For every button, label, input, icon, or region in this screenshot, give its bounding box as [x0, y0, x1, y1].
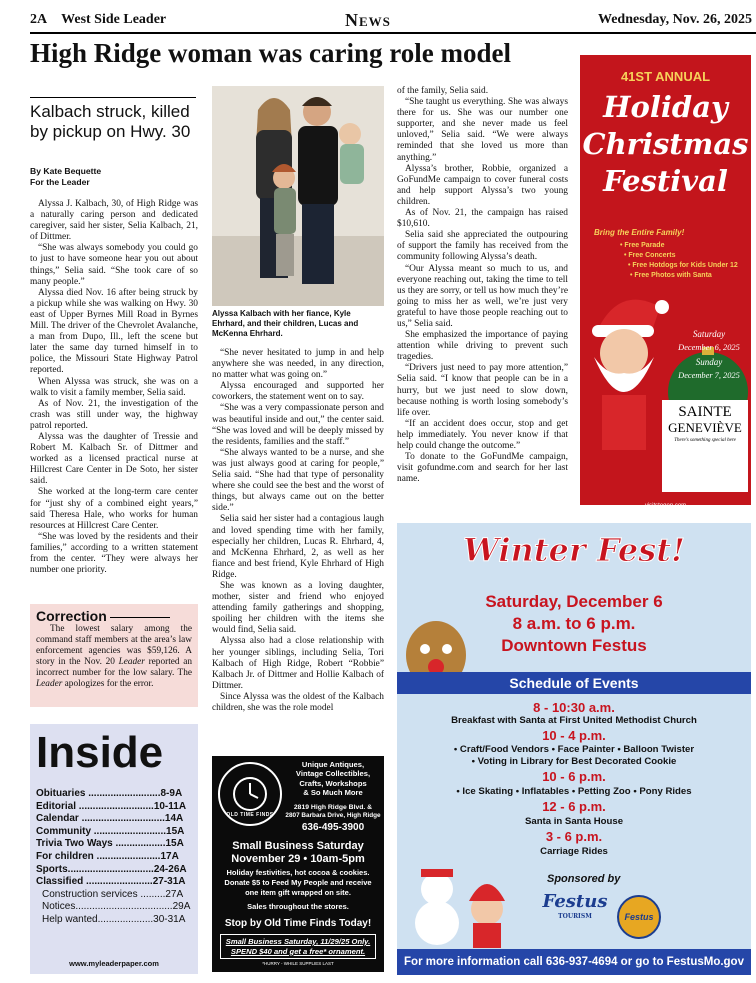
headline: High Ridge woman was caring role model [30, 38, 511, 68]
correction-title: Correction [36, 608, 192, 624]
photo-caption: Alyssa Kalbach with her fiance, Kyle Ehrhard, and their children, Lucas and McKenna Ehrhard. [212, 309, 359, 338]
paragraph: Alyssa also had a close relationship with her younger siblings, including Selia, Tori Kalbach of High Ridge, Robert “Robbie” Kalbach Jr. of Dittmer and Hollie Kalbach of Dittmer. [212, 636, 384, 691]
paragraph: “If an accident does occur, stop and get help immediately. You never know if that help could change the outcome.” [397, 418, 568, 451]
inside-item: Help wanted....................30-31A [42, 913, 186, 925]
inside-item: Editorial ...........................10-11A [36, 800, 187, 812]
article-column-3 [397, 86, 568, 485]
inside-item: Classified ........................27-31A [36, 876, 186, 888]
paragraph: Alyssa’s brother, Robbie, organized a GoFundMe campaign to cover funeral costs and help support Alyssa’s two young children. [397, 163, 568, 207]
paragraph: Selia said her sister had a contagious laugh and loved spending time with her family, especially her children, Lucas R. Ehrhard, 4, and McKenna Ehrhard, 2, as well as her fiance and best friend, Kyle Ehrhard of High Ridge. [212, 514, 384, 580]
paragraph: “Drivers just need to pay more attention,” Selia said. “I know that people can be in a hurry, but we just need to slow down, because nothing is worth losing somebody’s life over. [397, 363, 568, 418]
paragraph: As of Nov. 21, the campaign has raised $10,610. [397, 208, 568, 230]
paragraph: She emphasized the importance of paying attention while driving to prevent such tragedies. [397, 330, 568, 363]
winterfest-place: Downtown Festus [501, 636, 647, 655]
snowman-santa-illustration [407, 853, 517, 948]
section-name: News [345, 10, 391, 30]
festus-tourism-logo: Festus TOURISM [542, 891, 608, 920]
paragraph: “She was loved by the residents and their families,” according to a written statement from the center. “They were always her number one priority. [30, 531, 198, 576]
sponsored-by: Sponsored by [547, 873, 621, 885]
byline-affiliation: For the Leader [30, 177, 90, 187]
schedule-list: 8 - 10:30 a.m. Breakfast with Santa at First United Methodist Church 10 - 4 p.m. • Craft/Food Vendors • Face Painter • Balloon Twister • Voting in Library for Best Decorated Cookie 10 - 6 p.m. • Ice Skating • Inflatables • Petting Zoo • Pony Rides 12 - 6 p.m. Santa in Santa House 3 - 6 p.m. Carriage Rides [451, 700, 697, 857]
inside-item: For children .......................17A [36, 850, 179, 862]
paragraph: “She never hesitated to jump in and help anywhere she was needed, in any direction, no matter what was going on.” [212, 348, 384, 381]
ad-holiday-festival: 41ST ANNUAL Holiday Christmas Festival Bring the Entire Family! • Free Parade • Free Concerts • Free Hotdogs for Kids Under 12 • Free Photos with Santa Saturday December 6, 2025 Sunday December 7, 2025 SAINTE GENEVIÈVE There’s something special here visitstegen.com [580, 55, 751, 505]
festival-title: Holiday Christmas Festival [582, 90, 749, 198]
paragraph: When Alyssa was struck, she was on a walk to visit a family member, Selia said. [30, 376, 198, 398]
shop-logo: OLD TIME FINDS [218, 762, 282, 826]
page-number: 2A West Side Leader [30, 12, 167, 27]
shop-phone: 636-495-3900 [301, 821, 365, 833]
paragraph: She worked at the long-term care center for “just shy of a combined eight years,” said Theresa Hale, who works for human resources at Hillcrest Care Center. [30, 487, 198, 531]
page-header [30, 8, 756, 34]
family-photo-illustration [212, 86, 384, 306]
inside-item: Community ..........................15A [36, 825, 185, 837]
inside-item: Construction services .........27A [42, 888, 184, 900]
paragraph: Since Alyssa was the oldest of the Kalbach children, she was the role model [212, 691, 384, 713]
article-photo [212, 86, 384, 306]
paragraph: of the family, Selia said. [397, 86, 489, 96]
paragraph: Selia said she appreciated the outpouring of support the family has received from the community following Alyssa’s death. [397, 230, 568, 263]
ad-old-time-finds: OLD TIME FINDS Unique Antiques, Vintage Collectibles, Crafts, Workshops & So Much More 2819 High Ridge Blvd. & 2807 Barbara Drive, High Ridge 636-495-3900 Small Business Saturday November 29 • 10am-5pm Holiday festivities, hot cocoa & cookies. Donate $5 to Feed My People and receive one item gift wrapped on site. Sales throughout the stores. Stop by Old Time Finds Today! Small Business Saturday, 11/29/25 Only. SPEND $40 and get a free* ornament. *HURRY - WHILE SUPPLIES LAST [212, 756, 384, 972]
inside-item: Calendar ..............................14A [36, 813, 184, 825]
paragraph: As of Nov. 21, the investigation of the crash was still under way, the highway patrol reported. [30, 398, 198, 431]
paragraph: “She was always somebody you could go to just to have someone hear you out about things,” Selia said. “She took care of so many people.” [30, 243, 198, 287]
subheadline: Kalbach struck, killed by pickup on Hwy. 30 [30, 97, 196, 142]
website-url: www.myleaderpaper.com [69, 959, 159, 968]
annual-label: 41ST ANNUAL [620, 69, 711, 84]
byline [30, 166, 196, 188]
inside-title: Inside [36, 728, 164, 777]
paragraph: She was known as a loving daughter, mother, sister and friend who enjoyed attending family gatherings and shopping, spoiling her children with the items she would find, Selia said. [212, 580, 384, 636]
clock-icon [230, 774, 270, 814]
inside-index [30, 724, 198, 974]
promo-box: Small Business Saturday, 11/29/25 Only. SPEND $40 and get a free* ornament. [220, 934, 376, 959]
paragraph: Alyssa was the daughter of Tressie and Robert M. Kalbach Sr. of Dittmer and worked as a licensed practical nurse at Hillcrest Care Center in De Soto, her sister said. [30, 431, 198, 487]
paragraph: Alyssa J. Kalbach, 30, of High Ridge was a naturally caring person and dedicated caregiver, said her sister, Selia Kalbach, 21, of Dittmer. [30, 199, 198, 243]
issue-date: Wednesday, Nov. 26, 2025 [597, 12, 752, 27]
event-name: Small Business Saturday [232, 840, 364, 852]
city-of-festus-seal: Festus [617, 895, 661, 939]
article-column-1 [30, 199, 198, 576]
paper-name: West Side Leader [61, 12, 167, 27]
bring-family: Bring the Entire Family! [594, 228, 685, 237]
winterfest-footer: For more information call 636-937-4694 or go to FestusMo.gov [397, 949, 751, 975]
winterfest-date: Saturday, December 6 [485, 592, 663, 611]
inside-list [36, 788, 192, 927]
shop-description: Unique Antiques, Vintage Collectibles, Crafts, Workshops & So Much More 2819 High Ridge Blvd. & 2807 Barbara Drive, High Ridge 636-495-3900 [285, 760, 381, 833]
call-to-action: Stop by Old Time Finds Today! [224, 918, 372, 929]
paragraph: To donate to the GoFundMe campaign, visit gofundme.com and search for her last name. [397, 452, 568, 485]
sainte-genevieve-logo: SAINTE GENEVIÈVE There’s something special here [662, 400, 748, 492]
festival-features: • Free Parade • Free Concerts • Free Hotdogs for Kids Under 12 • Free Photos with Santa [620, 242, 738, 279]
inside-item: Trivia Two Ways ..................15A [36, 838, 184, 850]
winterfest-time: 8 a.m. to 6 p.m. [512, 614, 636, 633]
paragraph: “She was a very compassionate person and was beautiful inside and out,” the center said. “She was loved and will be deeply missed by the residents, families and the staff.” [212, 403, 384, 447]
inside-item: Notices...................................29A [42, 901, 191, 913]
festival-dates: Saturday December 6, 2025 Sunday December 7, 2025 [678, 329, 740, 380]
byline-author: By Kate Bequette [30, 166, 102, 176]
paragraph: Alyssa died Nov. 16 after being struck by a pickup while she was walking on Hwy. 30 east of Upper Byrnes Mill Road in Byrnes Mill. The driver of the Chevrolet Avalanche, a man from Dupo, Ill., left the scene but later the same day turned himself in to police, the Missouri State Highway Patrol reported. [30, 287, 198, 376]
ad-winter-fest [397, 523, 751, 975]
correction-box [30, 604, 198, 707]
paragraph: “She taught us everything. She was always there for us. She was our number one supporter, and she never made us feel unloved,” Selia said. “We were always reminded that she loved us more than anything.” [397, 97, 568, 163]
paragraph: “She always wanted to be a nurse, and she was just always good at caring for people,” Selia said. “She had that type of personality where she could see the best and the worst of things, but always came out on the better side.” [212, 447, 384, 514]
schedule-banner: Schedule of Events [397, 672, 751, 694]
paragraph: Alyssa encouraged and supported her coworkers, the statement went on to say. [212, 381, 384, 403]
inside-item: Obituaries ..........................8-9A [36, 788, 183, 799]
article-column-2 [212, 348, 384, 714]
winterfest-title: Winter Fest! [462, 531, 686, 569]
inside-item: Sports...............................24-26A [36, 863, 187, 875]
event-date: November 29 • 10am-5pm [231, 853, 365, 865]
correction-text: The lowest salary among the command staff members at the area’s law enforcement agencies was $59,126. A story in the Nov. 20 Leader reported an incorrect number for the low salary. The Leader apologizes for the error. [36, 624, 192, 689]
paragraph: “Our Alyssa meant so much to us, and everyone reaching out, taking the time to tell us they are sorry, or tell us how much they’re going to miss her as well, we’re just very grateful to have those people reaching out to us,” Selia said. [397, 263, 568, 329]
